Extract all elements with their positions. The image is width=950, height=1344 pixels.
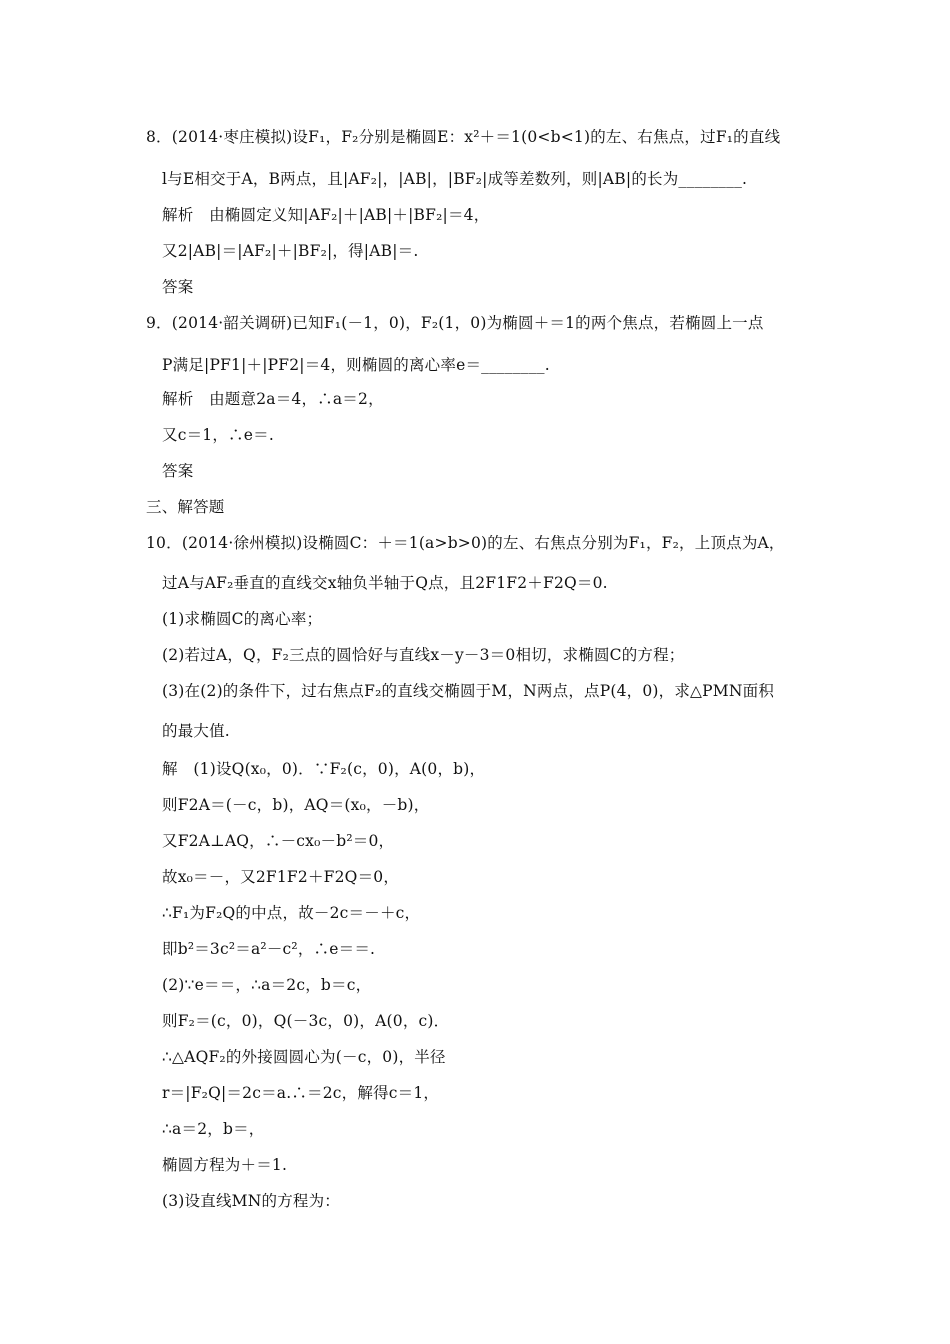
section-heading: 三、解答题 [146,498,225,516]
solution-line-5: ∴F₁为F₂Q的中点，故－2c＝－＋c， [162,904,421,922]
solution-line-13: (3)设直线MN的方程为： [162,1192,340,1210]
problem-10-part-2: (2)若过A，Q，F₂三点的圆恰好与直线x－y－3＝0相切，求椭圆C的方程； [162,646,685,664]
problem-8-analysis-2: 又2|AB|＝|AF₂|＋|BF₂|，得|AB|＝. [162,242,419,260]
solution-line-11: ∴a＝2，b＝， [162,1120,265,1138]
problem-8-answer: 答案 [162,278,194,296]
solution-line-3: 又F2A⊥AQ，∴－cx₀－b²＝0， [162,832,395,850]
problem-8-analysis: 解析 由椭圆定义知|AF₂|＋|AB|＋|BF₂|＝4， [162,206,490,224]
problem-8-line-1: 8．(2014·枣庄模拟)设F₁，F₂分别是椭圆E：x²＋＝1(0<b<1)的左、右焦点，过F₁的直线 [146,128,781,146]
solution-line-10: r＝|F₂Q|＝2c＝a.∴＝2c，解得c＝1， [162,1084,440,1102]
problem-9-answer: 答案 [162,462,194,480]
problem-10-line-2: 过A与AF₂垂直的直线交x轴负半轴于Q点，且2F1F2＋F2Q＝0. [162,574,608,592]
problem-10-line-1: 10．(2014·徐州模拟)设椭圆C：＋＝1(a>b>0)的左、右焦点分别为F₁，F₂，上顶点为A， [146,534,785,552]
problem-9-analysis-2: 又c＝1，∴e＝. [162,426,274,444]
solution-line-7: (2)∵e＝＝，∴a＝2c，b＝c， [162,976,372,994]
solution-line-12: 椭圆方程为＋＝1. [162,1156,288,1174]
problem-9-analysis: 解析 由题意2a＝4，∴a＝2， [162,390,384,408]
solution-line-4: 故x₀＝－，又2F1F2＋F2Q＝0， [162,868,400,886]
solution-line-8: 则F₂＝(c，0)，Q(－3c，0)，A(0，c)． [162,1012,450,1030]
problem-9-line-1: 9．(2014·韶关调研)已知F₁(－1，0)，F₂(1，0)为椭圆＋＝1的两个焦点，若椭圆上一点 [146,314,764,332]
solution-line-6: 即b²＝3c²＝a²－c²，∴e＝＝. [162,940,376,958]
solution-line-2: 则F2A＝(－c，b)，AQ＝(x₀，－b)， [162,796,430,814]
problem-10-part-3: (3)在(2)的条件下，过右焦点F₂的直线交椭圆于M，N两点，点P(4，0)，求△PMN面积 [162,682,775,700]
problem-10-part-1: (1)求椭圆C的离心率； [162,610,323,628]
problem-9-line-2: P满足|PF1|＋|PF2|＝4，则椭圆的离心率e＝________. [162,356,550,374]
solution-line-9: ∴△AQF₂的外接圆圆心为(－c，0)，半径 [162,1048,446,1066]
solution-line-1: 解 (1)设Q(x₀，0)．∵F₂(c，0)，A(0，b)， [162,760,486,778]
problem-8-line-2: l与E相交于A，B两点，且|AF₂|，|AB|，|BF₂|成等差数列，则|AB|的长为________. [162,170,748,188]
problem-10-part-3-cont: 的最大值. [162,722,230,740]
